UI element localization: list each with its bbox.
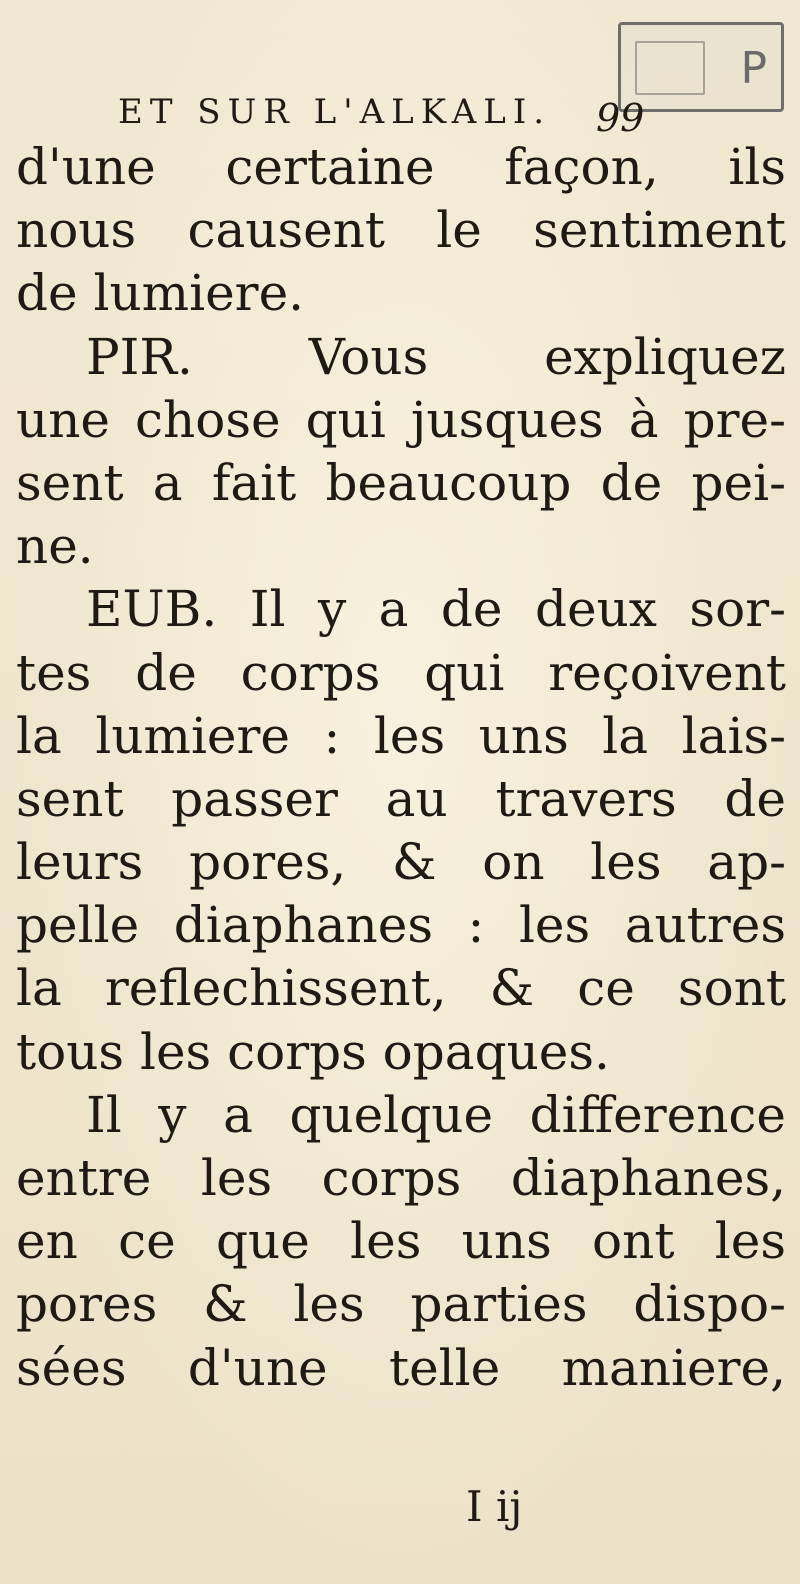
body-text [16, 136, 786, 1400]
text-line: sent a fait beaucoup de pei- [16, 453, 786, 512]
text-line: PIR. Vous expliquez [86, 327, 786, 386]
page-number: 99 [596, 96, 645, 140]
text-line: Il y a quelque difference [86, 1085, 786, 1144]
stamp-letter: P [740, 43, 767, 94]
text-line: tes de corps qui reçoivent [16, 643, 786, 702]
text-line: EUB. Il y a de deux sor- [86, 580, 786, 639]
stamp-inner-box [635, 41, 705, 95]
text-line: de lumiere. [16, 264, 305, 323]
running-head: ET SUR L'ALKALI. [118, 92, 552, 132]
text-line: en ce que les uns ont les [16, 1212, 786, 1271]
text-line: pelle diaphanes : les autres [16, 896, 786, 955]
text-line: ne. [16, 517, 94, 576]
text-line: leurs pores, & on les ap- [16, 833, 786, 892]
page-header [118, 92, 658, 142]
text-line: nous causent le sentiment [16, 201, 786, 260]
text-line: une chose qui jusques à pre- [16, 390, 786, 449]
text-line: tous les corps opaques. [16, 1022, 610, 1081]
text-line: pores & les parties dispo- [16, 1275, 786, 1334]
text-line: sées d'une telle maniere, [16, 1338, 786, 1397]
text-line: la lumiere : les uns la lais- [16, 706, 786, 765]
text-line: sent passer au travers de [16, 769, 786, 828]
signature-mark: I ij [466, 1482, 523, 1531]
text-line: entre les corps diaphanes, [16, 1149, 786, 1207]
text-line: d'une certaine façon, ils [16, 138, 786, 196]
text-line: la reflechissent, & ce sont [16, 959, 786, 1018]
